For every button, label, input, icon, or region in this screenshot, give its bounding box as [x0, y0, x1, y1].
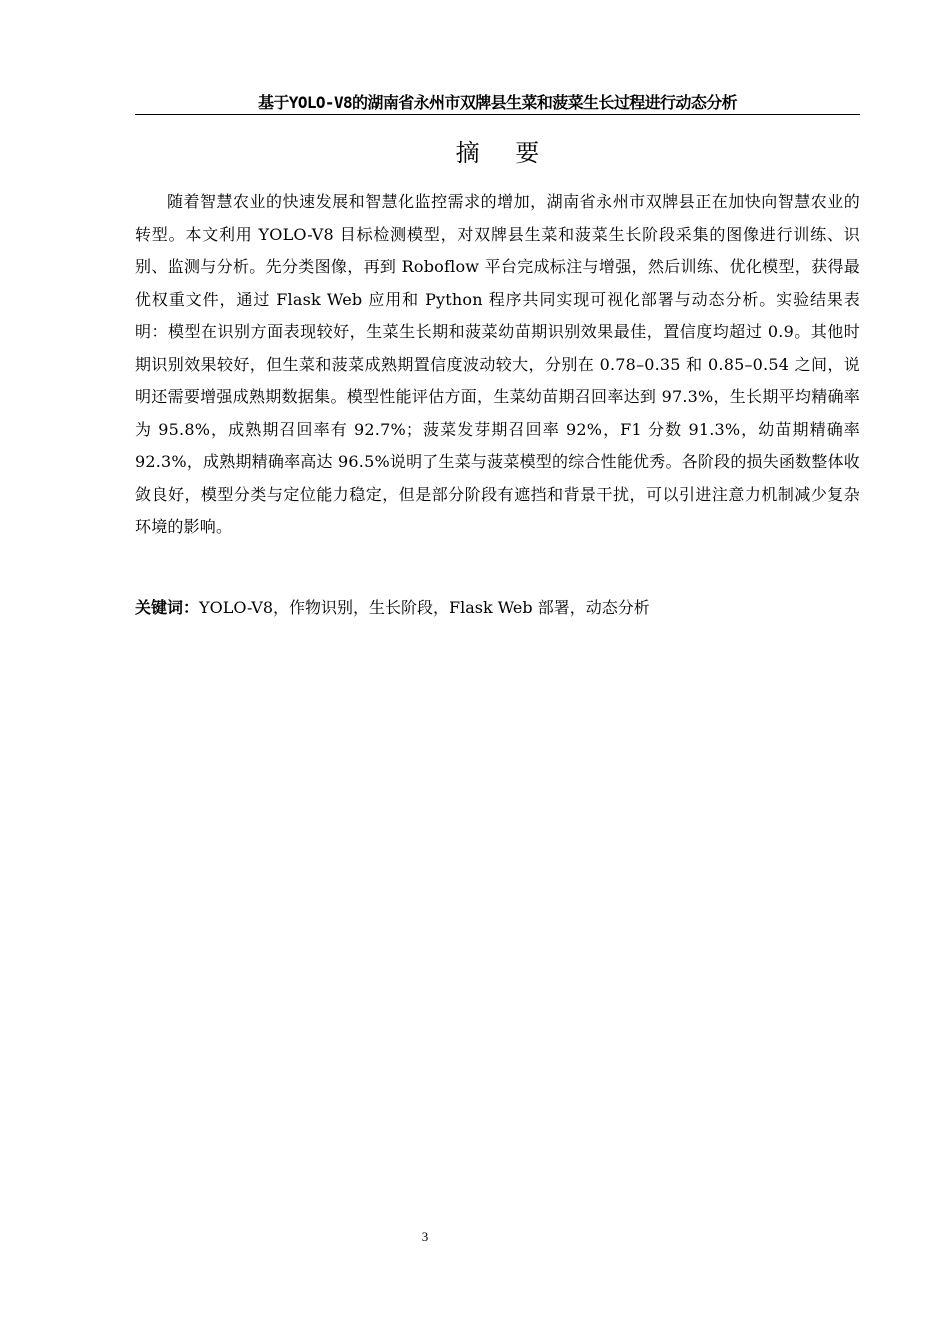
keywords-line [135, 592, 860, 624]
abstract-paragraph: 随着智慧农业的快速发展和智慧化监控需求的增加，湖南省永州市双牌县正在加快向智慧农业的转型。本文利用 YOLO-V8 目标检测模型，对双牌县生菜和菠菜生长阶段采集的图像进行训练、识别、监测与分析。先分类图像，再到 Roboflow 平台完成标注与增强，然后训练、优化模型，获得最优权重文件，通过 Flask Web 应用和 Python 程序共同实现可视化部署与动态分析。实验结果表明：模型在识别方面表现较好，生菜生长期和菠菜幼苗期识别效果最佳，置信度均超过 0.9。其他时期识别效果较好，但生菜和菠菜成熟期置信度波动较大，分别在 0.78–0.35 和 0.85–0.54 之间，说明还需要增强成熟期数据集。模型性能评估方面，生菜幼苗期召回率达到 97.3%，生长期平均精确率为 95.8%，成熟期召回率有 92.7%；菠菜发芽期召回率 92%，F1 分数 91.3%，幼苗期精确率 92.3%，成熟期精确率高达 96.5%说明了生菜与菠菜模型的综合性能优秀。各阶段的损失函数整体收敛良好，模型分类与定位能力稳定，但是部分阶段有遮挡和背景干扰，可以引进注意力机制减少复杂环境的影响。 [135, 192, 860, 536]
keywords-label: 关键词： [135, 598, 200, 617]
running-header-title: 基于YOLO-V8的湖南省永州市双牌县生菜和菠菜生长过程进行动态分析 [135, 92, 860, 115]
abstract-heading: 摘 要 [455, 139, 554, 167]
page-number: 3 [421, 1229, 429, 1244]
keywords-text: YOLO-V8，作物识别，生长阶段，Flask Web 部署，动态分析 [199, 598, 650, 617]
